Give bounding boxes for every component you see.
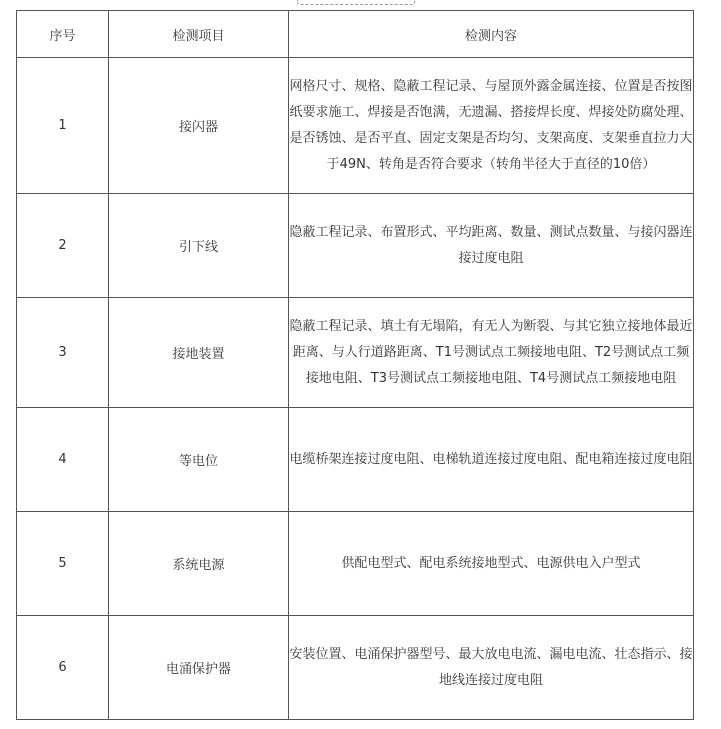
cell-item: 等电位 [109, 408, 289, 512]
cell-content: 供配电型式、配电系统接地型式、电源供电入户型式 [289, 512, 694, 616]
cell-content: 安装位置、电涌保护器型号、最大放电电流、漏电电流、壮态指示、接地线连接过度电阻 [289, 616, 694, 720]
cell-content: 电缆桥架连接过度电阻、电梯轨道连接过度电阻、配电箱连接过度电阻 [289, 408, 694, 512]
cell-serial: 1 [17, 58, 109, 194]
cell-item: 接地装置 [109, 298, 289, 408]
table-row [17, 194, 694, 298]
cell-item: 引下线 [109, 194, 289, 298]
table-row [17, 408, 694, 512]
cell-item: 电涌保护器 [109, 616, 289, 720]
cell-serial: 3 [17, 298, 109, 408]
cell-serial: 2 [17, 194, 109, 298]
inspection-table [16, 10, 694, 720]
table-row [17, 298, 694, 408]
cell-serial: 4 [17, 408, 109, 512]
table-row [17, 616, 694, 720]
top-decoration [297, 0, 415, 5]
cell-content: 隐蔽工程记录、填土有无塌陷，有无人为断裂、与其它独立接地体最近距离、与人行道路距离、T1号测试点工频接地电阻、T2号测试点工频接地电阻、T3号测试点工频接地电阻、T4号测试点工频接地电阻 [289, 298, 694, 408]
header-content: 检测内容 [289, 11, 694, 58]
header-serial: 序号 [17, 11, 109, 58]
cell-item: 系统电源 [109, 512, 289, 616]
cell-content: 隐蔽工程记录、布置形式、平均距离、数量、测试点数量、与接闪器连接过度电阻 [289, 194, 694, 298]
cell-content: 网格尺寸、规格、隐蔽工程记录、与屋顶外露金属连接、位置是否按图纸要求施工、焊接是否饱满，无遗漏、搭接焊长度、焊接处防腐处理、是否锈蚀、是否平直、固定支架是否均匀、支架高度、支架垂直拉力大于49N、转角是否符合要求（转角半径大于直径的10倍） [289, 58, 694, 194]
header-item: 检测项目 [109, 11, 289, 58]
table-row [17, 58, 694, 194]
cell-serial: 6 [17, 616, 109, 720]
cell-serial: 5 [17, 512, 109, 616]
table-row [17, 512, 694, 616]
table-header-row [17, 11, 694, 58]
cell-item: 接闪器 [109, 58, 289, 194]
